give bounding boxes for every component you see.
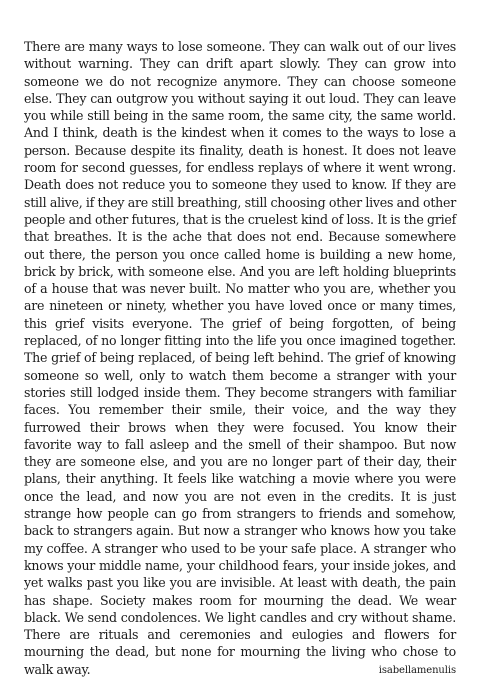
author-credit: isabellamenulis <box>378 664 456 676</box>
prose-passage <box>24 38 456 679</box>
passage-text: There are many ways to lose someone. They can walk out of our lives without warning. They can drift apart slowly. They can grow into someone we do not recognize anymore. They can choose someone else. They can outgrow you without saying it out loud. They can leave you while still being in the same room, the same city, the same world. And I think, death is the kindest when it comes to the ways to lose a person. Because despite its finality, death is honest. It does not leave room for second guesses, for endless replays of where it went wrong. Death does not reduce you to someone they used to know. If they are still alive, if they are still breathing, still choosing other lives and other people and other futures, that is the cruelest kind of loss. It is the grief that breathes. It is the ache that does not end. Because somewhere out there, the person you once called home is building a new home, brick by brick, with someone else. And you are left holding blueprints of a house that was never built. No matter who you are, whether you are nineteen or ninety, whether you have loved once or many times, this grief visits everyone. The grief of being forgotten, of being replaced, of no longer fitting into the life you once imagined together. The grief of being replaced, of being left behind. The grief of knowing someone so well, only to watch them become a stranger with your stories still lodged inside them. They become strangers with familiar faces. You remember their smile, their voice, and the way they furrowed their brows when they were focused. You know their favorite way to fall asleep and the smell of their shampoo. But now they are someone else, and you are no longer part of their day, their plans, their anything. It feels like watching a movie where you were once the lead, and now you are not even in the credits. It is just strange how people can go from strangers to friends and somehow, back to strangers again. But now a stranger who knows how you take my coffee. A stranger who used to be your safe place. A stranger who knows your middle name, your childhood fears, your inside jokes, and yet walks past you like you are invisible. At least with death, the pain has shape. Society makes room for mourning the dead. We wear black. We send condolences. We light candles and cry without shame. There are rituals and ceremonies and eulogies and flowers for mourning the dead, but none for mourning the living who chose to walk away. <box>24 39 456 677</box>
